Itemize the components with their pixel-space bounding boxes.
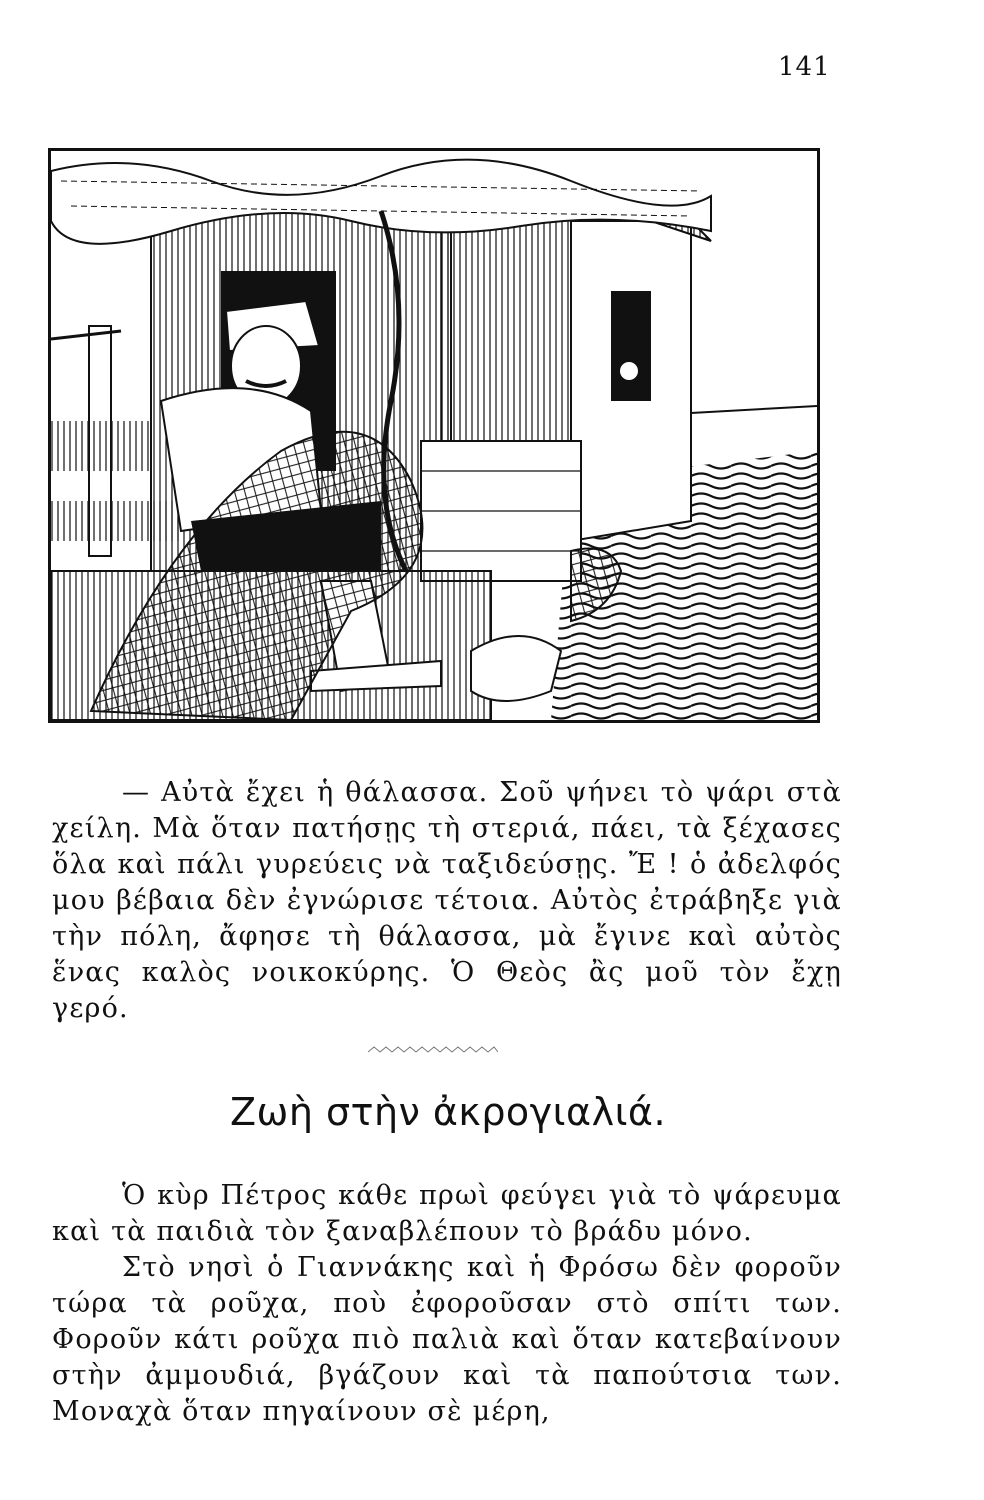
- body-paragraph-2: Στὸ νησὶ ὁ Γιαννάκης καὶ ἡ Φρόσω δὲν φοροῦν τώρα τὰ ροῦχα, ποὺ ἐφοροῦσαν στὸ σπίτι των. Φοροῦν κάτι ροῦχα πιὸ παλιὰ καὶ ὅταν κατεβαίνουν στὴν ἀμμουδιά, βγάζουν καὶ τὰ παπούτσια των. Μοναχὰ ὅταν πηγαίνουν σὲ μέρη,: [52, 1252, 842, 1427]
- body-paragraph-1: Ὁ κὺρ Πέτρος κάθε πρωὶ φεύγει γιὰ τὸ ψάρευμα καὶ τὰ παιδιὰ τὸν ξαναβλέπουν τὸ βράδυ μόνο.: [52, 1180, 842, 1247]
- section-title: Ζωὴ στὴν ἀκρογιαλιά.: [230, 1090, 667, 1134]
- section-divider: [368, 1046, 498, 1058]
- quote-paragraph: [52, 775, 842, 1027]
- quote-text: — Αὐτὰ ἔχει ἡ θάλασσα. Σοῦ ψήνει τὸ ψάρι στὰ χείλη. Μὰ ὅταν πατήσῃς τὴ στεριά, πάει, τὰ ξέχασες ὅλα καὶ πάλι γυρεύεις νὰ ταξιδεύσῃς. Ἔ ! ὁ ἀδελφός μου βέβαια δὲν ἐγνώρισε τέτοια. Αὐτὸς ἐτράβηξε γιὰ τὴν πόλη, ἄφησε τὴ θάλασσα, μὰ ἔγινε καὶ αὐτὸς ἕνας καλὸς νοικοκύρης. Ὁ Θεὸς ἂς μοῦ τὸν ἔχῃ γερό.: [52, 777, 842, 1024]
- page-number: 141: [778, 52, 831, 82]
- illustration: [48, 148, 820, 723]
- fisherman-mending-net-icon: [51, 151, 817, 720]
- section-body: [52, 1178, 842, 1430]
